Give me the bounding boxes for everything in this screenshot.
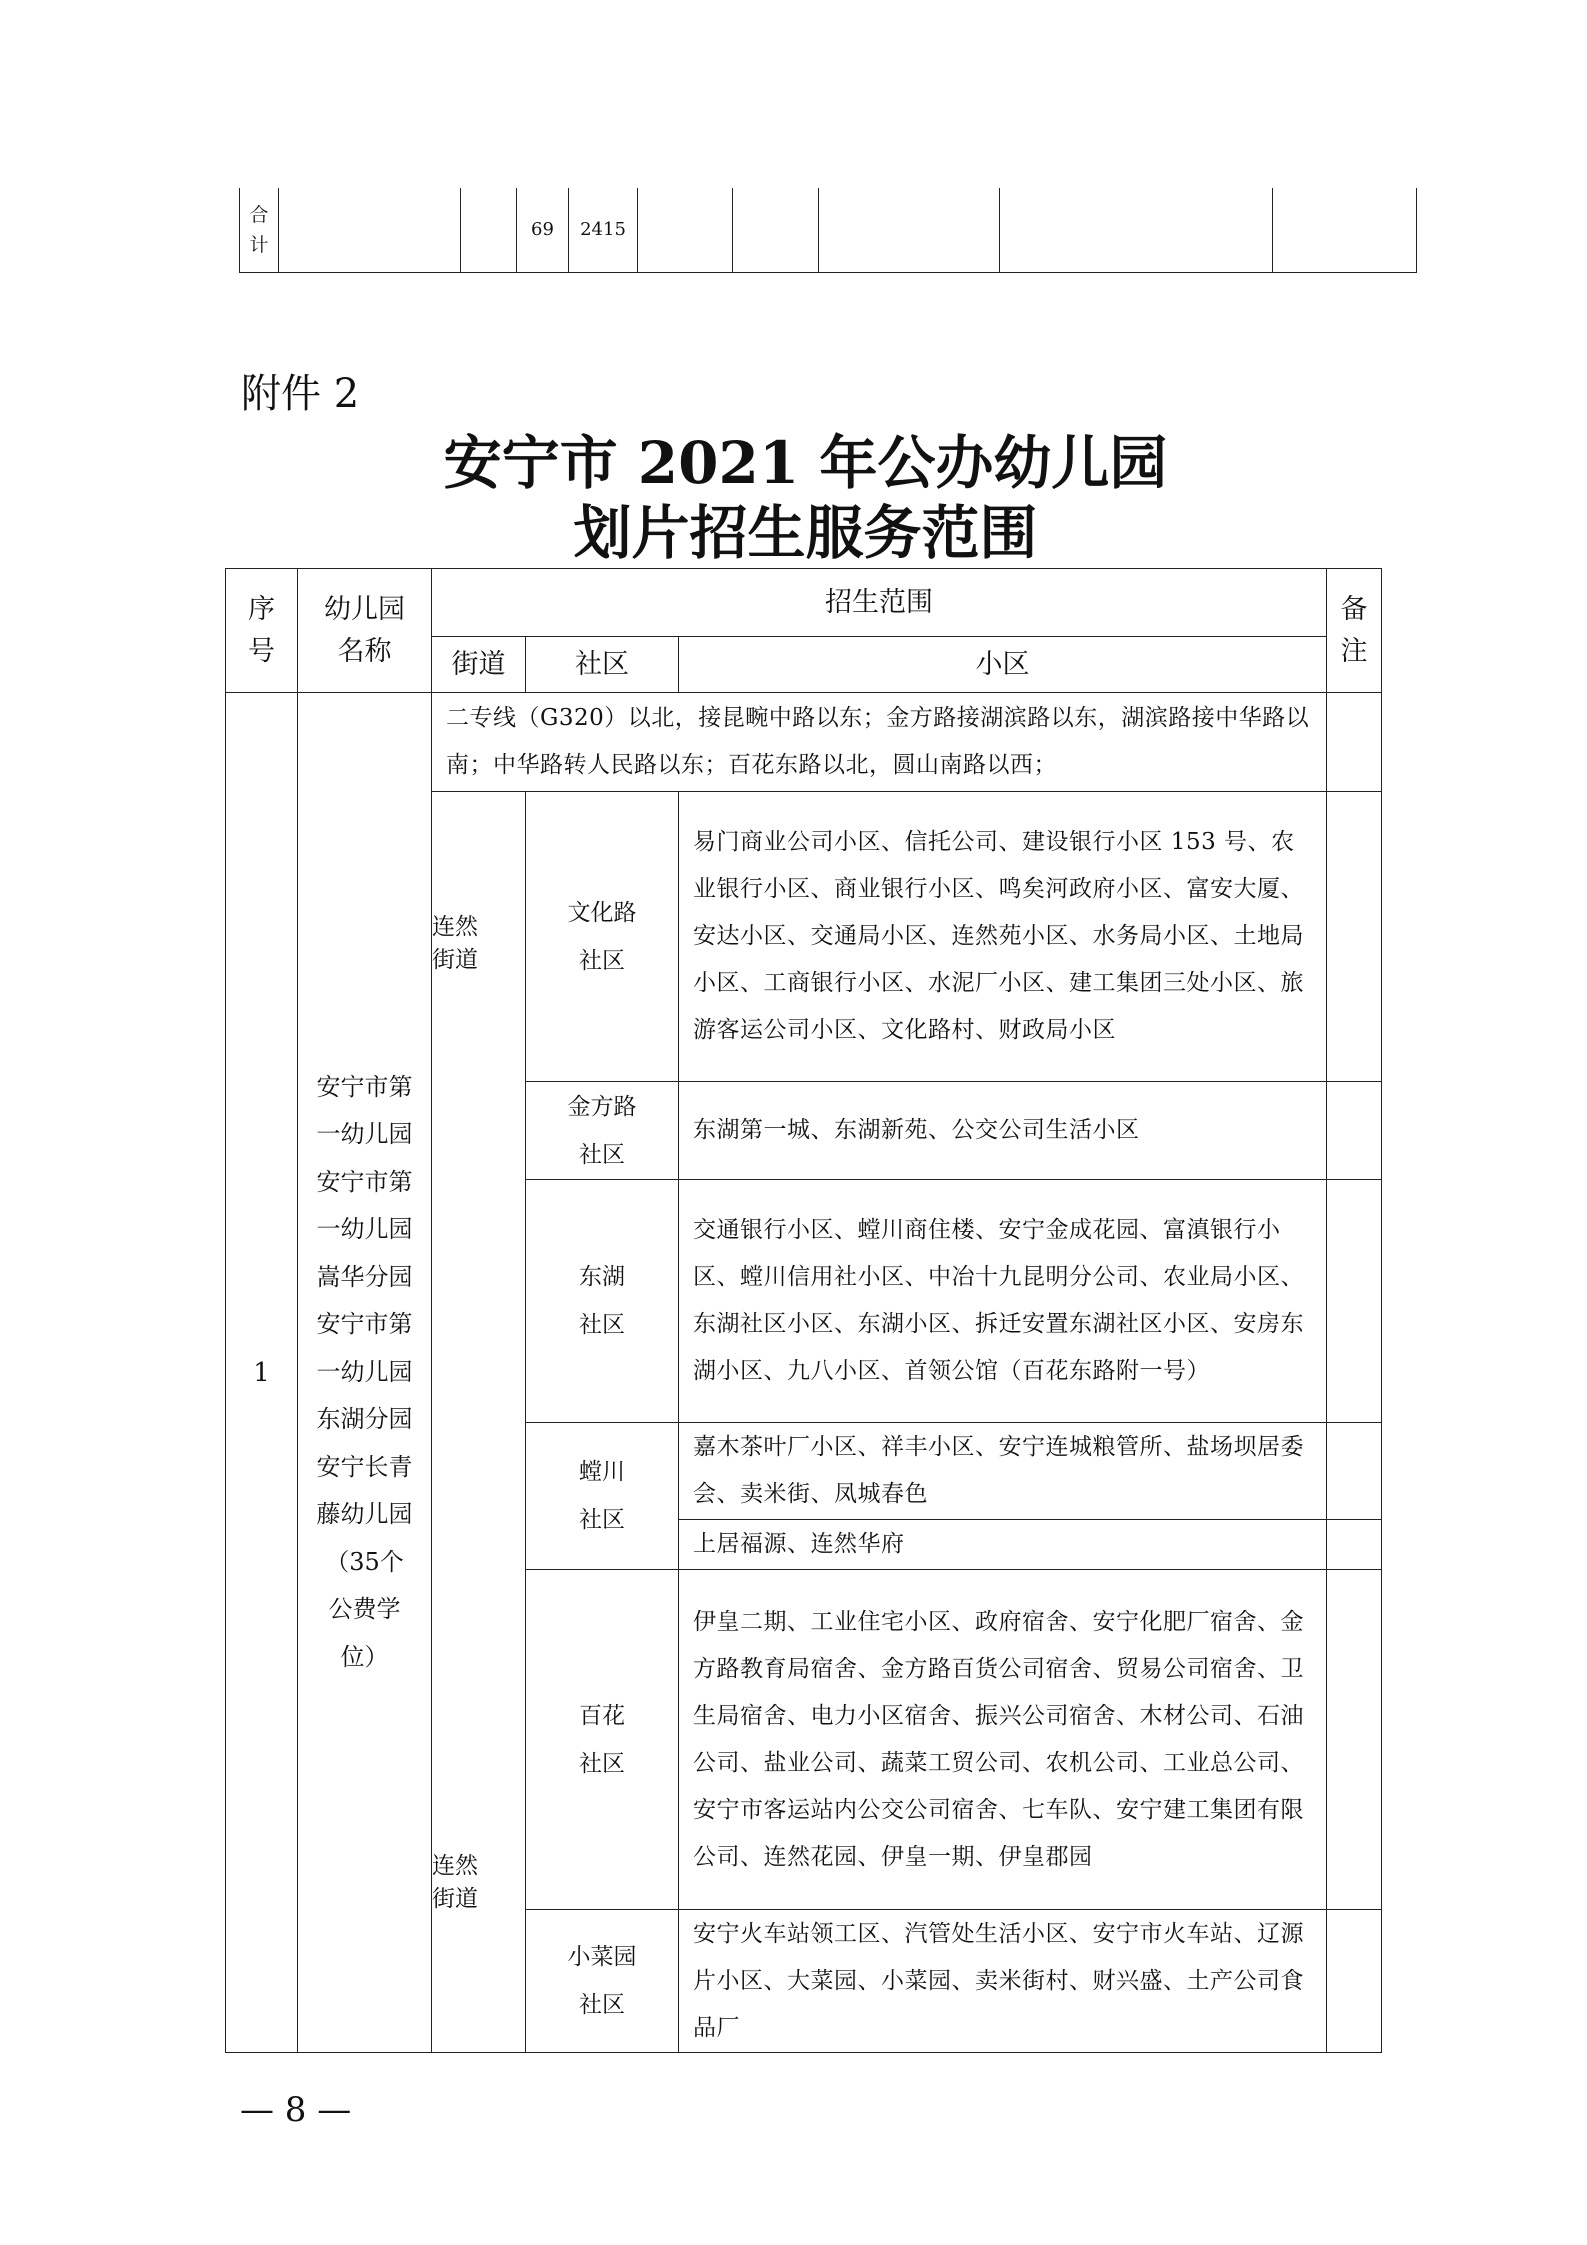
total-count: 69 bbox=[517, 188, 569, 272]
row-number: 1 bbox=[226, 693, 298, 2053]
street-cell bbox=[432, 792, 526, 2053]
area-list: 易门商业公司小区、信托公司、建设银行小区 153 号、农业银行小区、商业银行小区、鸣矣河政府小区、富安大厦、安达小区、交通局小区、连然苑小区、水务局小区、土地局小区、工商银行小区、水泥厂小区、建工集团三处小区、旅游客运公司小区、文化路村、财政局小区 bbox=[679, 792, 1327, 1082]
enrollment-table bbox=[225, 568, 1382, 2053]
community-donghu: 东湖社区 bbox=[526, 1180, 679, 1423]
header-community: 社区 bbox=[526, 637, 679, 693]
area-list: 安宁火车站领工区、汽管处生活小区、安宁市火车站、辽源片小区、大菜园、小菜园、卖米街村、财兴盛、土产公司食品厂 bbox=[679, 1910, 1327, 2053]
header-no: 序号 bbox=[226, 569, 298, 693]
area-list: 上居福源、连然华府 bbox=[679, 1520, 1327, 1570]
street-name-2: 连然街道 bbox=[432, 1853, 478, 1912]
kindergarten-names: 安宁市第一幼儿园安宁市第一幼儿园嵩华分园安宁市第一幼儿园东湖分园安宁长青藤幼儿园（35个公费学位） bbox=[298, 693, 432, 2053]
community-baihua: 百花社区 bbox=[526, 1570, 679, 1910]
area-list: 嘉木茶叶厂小区、祥丰小区、安宁连城粮管所、盐场坝居委会、卖米街、凤城春色 bbox=[679, 1423, 1327, 1520]
page-number: — 8 — bbox=[240, 2090, 352, 2130]
area-list: 东湖第一城、东湖新苑、公交公司生活小区 bbox=[679, 1082, 1327, 1180]
totals-table bbox=[239, 188, 1417, 273]
community-tangchuan: 螳川社区 bbox=[526, 1423, 679, 1570]
header-kindergarten: 幼儿园名称 bbox=[298, 569, 432, 693]
header-residential: 小区 bbox=[679, 637, 1327, 693]
header-scope: 招生范围 bbox=[432, 569, 1327, 637]
page-title bbox=[0, 428, 1587, 568]
total-seats: 2415 bbox=[569, 188, 638, 272]
community-jinfanglu: 金方路社区 bbox=[526, 1082, 679, 1180]
community-wenhualu: 文化路社区 bbox=[526, 792, 679, 1082]
title-line-1: 安宁市 2021 年公办幼儿园 bbox=[443, 429, 1168, 497]
total-label: 合计 bbox=[240, 188, 279, 272]
attachment-label: 附件 2 bbox=[241, 371, 360, 417]
area-list: 伊皇二期、工业住宅小区、政府宿舍、安宁化肥厂宿舍、金方路教育局宿舍、金方路百货公司宿舍、贸易公司宿舍、卫生局宿舍、电力小区宿舍、振兴公司宿舍、木材公司、石油公司、盐业公司、蔬菜工贸公司、农机公司、工业总公司、安宁市客运站内公交公司宿舍、七车队、安宁建工集团有限公司、连然花园、伊皇一期、伊皇郡园 bbox=[679, 1570, 1327, 1910]
boundary-description: 二专线（G320）以北，接昆畹中路以东；金方路接湖滨路以东，湖滨路接中华路以南；中华路转人民路以东；百花东路以北，圆山南路以西； bbox=[432, 693, 1327, 792]
street-name-1: 连然街道 bbox=[432, 914, 478, 973]
community-xiaocaiyuan: 小菜园社区 bbox=[526, 1910, 679, 2053]
header-street: 街道 bbox=[432, 637, 526, 693]
title-line-2: 划片招生服务范围 bbox=[573, 499, 1038, 567]
header-note: 备注 bbox=[1327, 569, 1382, 693]
area-list: 交通银行小区、螳川商住楼、安宁金成花园、富滇银行小区、螳川信用社小区、中冶十九昆明分公司、农业局小区、东湖社区小区、东湖小区、拆迁安置东湖社区小区、安房东湖小区、九八小区、首领公馆（百花东路附一号） bbox=[679, 1180, 1327, 1423]
